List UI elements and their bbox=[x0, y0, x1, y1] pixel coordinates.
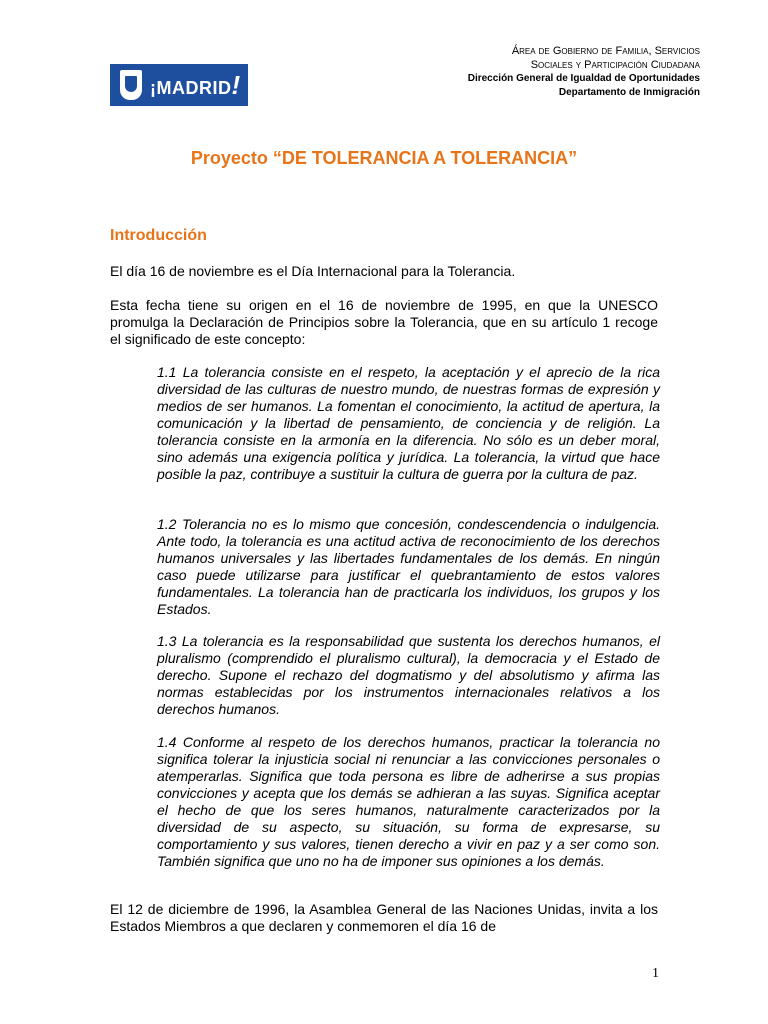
header-direction: Dirección General de Igualdad de Oportunidades bbox=[467, 73, 700, 84]
quote-article-1-1: 1.1 La tolerancia consiste en el respeto, la aceptación y el aprecio de la rica diversidad de las culturas de nuestro mundo, de nuestras formas de expresión y medios de ser humanos. La fomentan el conocimiento, la actitud de apertura, la comunicación y la libertad de pensamiento, de conciencia y de religión. La tolerancia consiste en la armonía en la diferencia. No sólo es un deber moral, sino además una exigencia política y jurídica. La tolerancia, la virtud que hace posible la paz, contribuye a sustituir la cultura de guerra por la cultura de paz. bbox=[157, 364, 660, 482]
quote-article-1-2: 1.2 Tolerancia no es lo mismo que concesión, condescendencia o indulgencia. Ante todo, la tolerancia es una actitud activa de reconocimiento de los derechos humanos universales y las libertades fundamentales de los demás. En ningún caso puede utilizarse para justificar el quebrantamiento de estos valores fundamentales. La tolerancia han de practicarla los individuos, los grupos y los Estados. bbox=[157, 516, 660, 617]
paragraph-intro-date: El día 16 de noviembre es el Día Internacional para la Tolerancia. bbox=[110, 263, 516, 279]
paragraph-origin: Esta fecha tiene su origen en el 16 de noviembre de 1995, en que la UNESCO promulga la Declaración de Principios sobre la Tolerancia, que en su artículo 1 recoge el significado de este concepto: bbox=[110, 297, 658, 347]
document-header bbox=[468, 44, 700, 100]
paragraph-closing: El 12 de diciembre de 1996, la Asamblea General de las Naciones Unidas, invita a los Estados Miembros a que declaren y conmemoren el día 16 de bbox=[110, 901, 658, 934]
header-area-line1: Área de Gobierno de Familia, Servicios bbox=[511, 45, 700, 57]
header-area-line2: Sociales y Participación Ciudadana bbox=[530, 59, 700, 71]
header-department: Departamento de Inmigración bbox=[558, 87, 700, 98]
page-number: 1 bbox=[652, 966, 659, 981]
logo-text: ¡MADRID! bbox=[150, 69, 241, 100]
quote-article-1-3: 1.3 La tolerancia es la responsabilidad que sustenta los derechos humanos, el pluralismo (comprendido el pluralismo cultural), la democracia y el Estado de derecho. Supone el rechazo del dogmatismo y del absolutismo y afirma las normas establecidas por los instrumentos internacionales relativos a los derechos humanos. bbox=[157, 633, 660, 717]
quote-article-1-4: 1.4 Conforme al respeto de los derechos humanos, practicar la tolerancia no significa tolerar la injusticia social ni renunciar a las convicciones personales o atemperarlas. Significa que toda persona es libre de adherirse a sus propias convicciones y acepta que los demás se adhieran a las suyas. Significa aceptar el hecho de que los seres humanos, naturalmente caracterizados por la diversidad de su aspecto, su situación, su forma de expresarse, su comportamiento y sus valores, tienen derecho a vivir en paz y a ser como son. También significa que uno no ha de imponer sus opiniones a los demás. bbox=[157, 734, 660, 869]
document-title: Proyecto “DE TOLERANCIA A TOLERANCIA” bbox=[190, 148, 578, 168]
madrid-logo bbox=[110, 64, 248, 106]
section-heading-introduccion: Introducción bbox=[110, 227, 207, 244]
madrid-coat-of-arms-icon bbox=[120, 70, 142, 100]
